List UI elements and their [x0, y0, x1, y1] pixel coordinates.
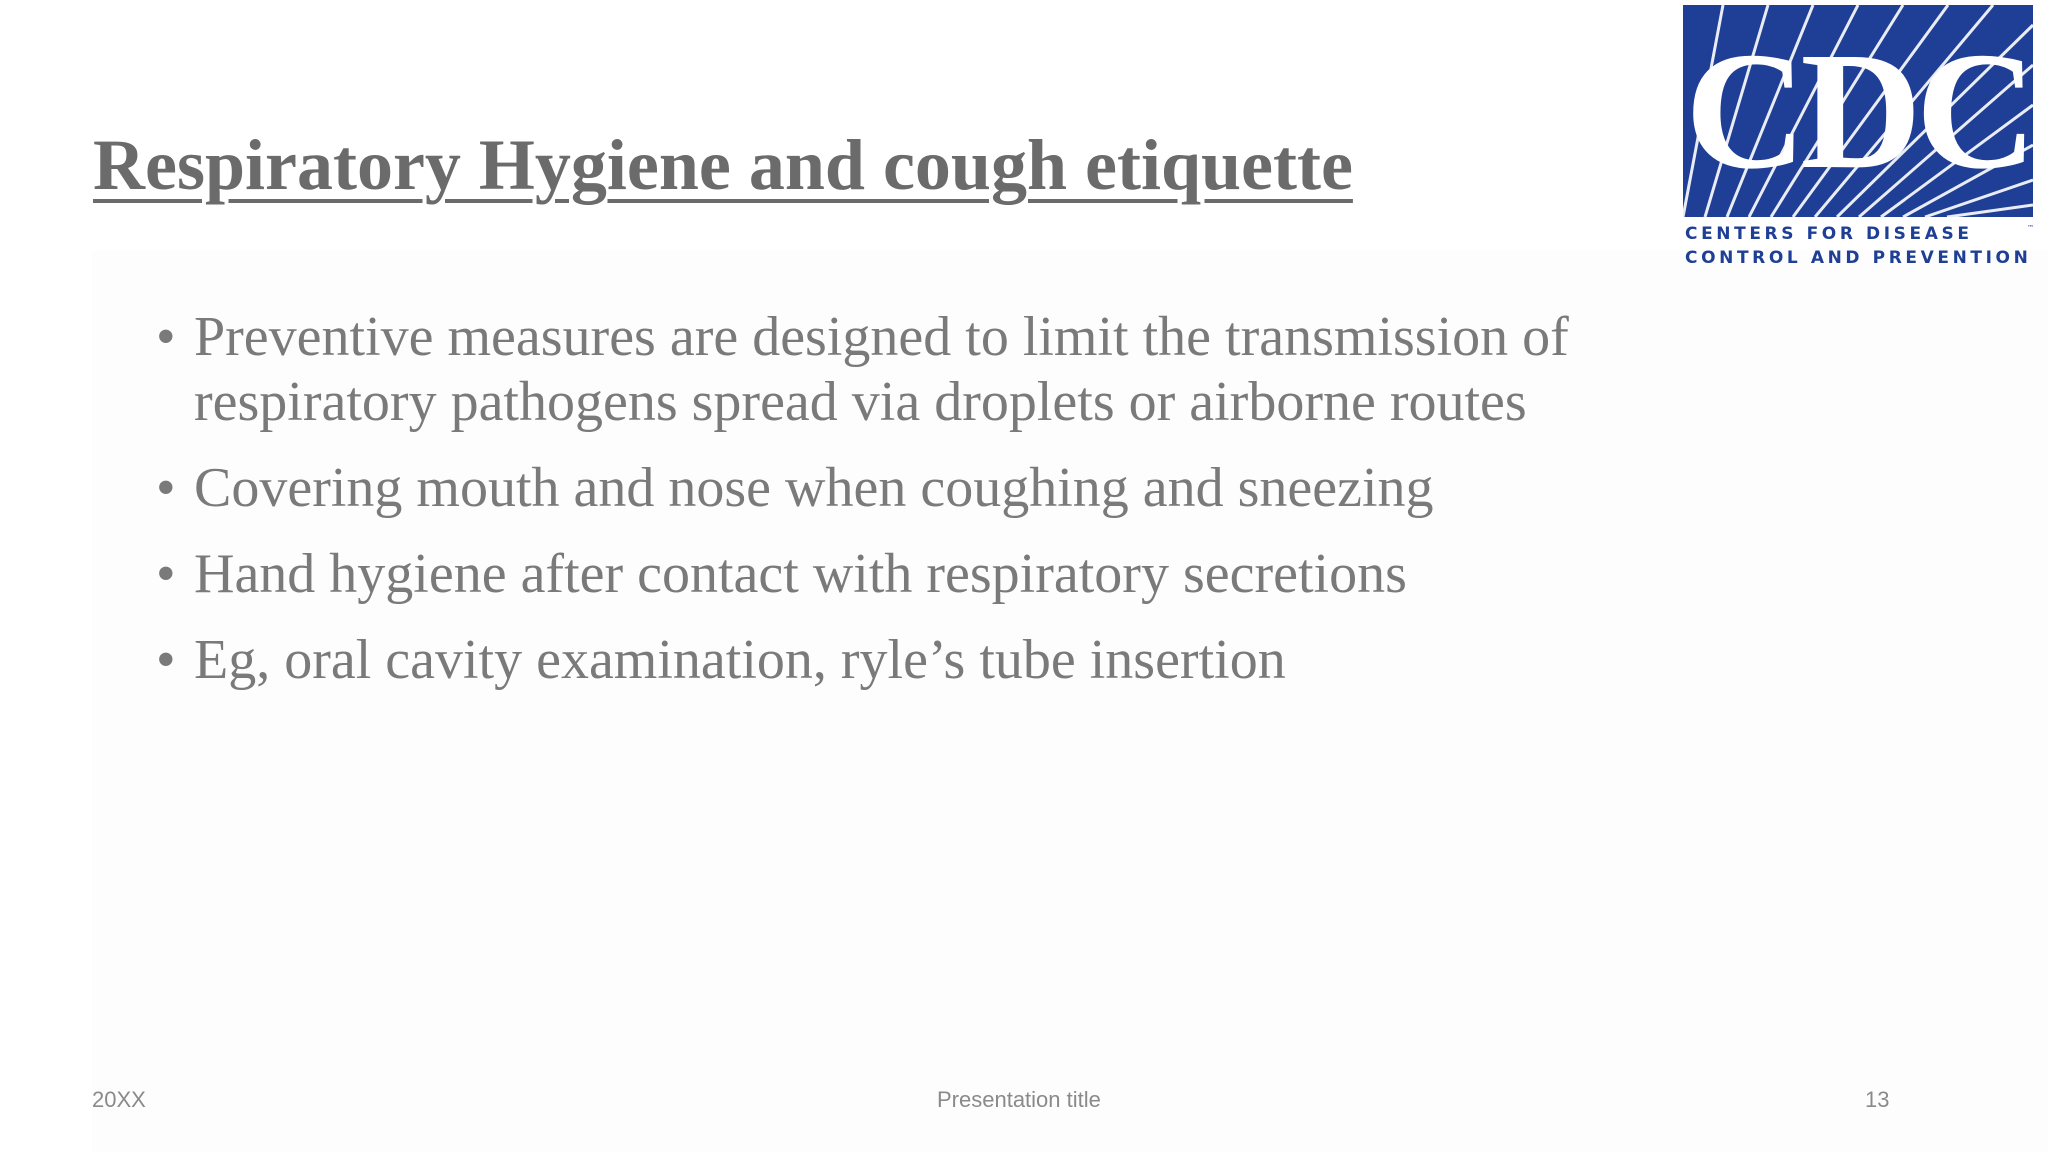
- logo-letters: CDC: [1685, 18, 2031, 204]
- trademark-icon: ™: [2027, 224, 2034, 232]
- footer-presentation-title[interactable]: Presentation title: [937, 1087, 1101, 1112]
- slide-title[interactable]: Respiratory Hygiene and cough etiquette: [93, 125, 1353, 205]
- bullet-dot-icon: •: [156, 306, 176, 368]
- bullet-item[interactable]: [148, 456, 1708, 521]
- logo-tagline-line1: CENTERS FOR DISEASE: [1685, 224, 1973, 244]
- bullet-dot-icon: •: [156, 629, 176, 691]
- bullet-text: Eg, oral cavity examination, ryle’s tube insertion: [194, 629, 1286, 691]
- bullet-dot-icon: •: [156, 457, 176, 519]
- bullet-text: Hand hygiene after contact with respiratory secretions: [194, 543, 1407, 605]
- bullet-dot-icon: •: [156, 543, 176, 605]
- footer-page-number[interactable]: 13: [1865, 1087, 1890, 1112]
- bullet-list[interactable]: [148, 305, 1708, 714]
- logo-tagline-line2: CONTROL AND PREVENTION: [1685, 248, 2032, 268]
- bullet-item[interactable]: [148, 628, 1708, 693]
- bullet-item[interactable]: [148, 305, 1708, 435]
- bullet-item[interactable]: [148, 542, 1708, 607]
- cdc-logo-emblem: [1683, 5, 2033, 217]
- footer-date[interactable]: 20XX: [92, 1087, 146, 1112]
- cdc-logo: [1683, 5, 2033, 270]
- bullet-text: Preventive measures are designed to limit the transmission of respiratory pathogens spread via droplets or airborne routes: [194, 306, 1569, 433]
- bullet-text: Covering mouth and nose when coughing and sneezing: [194, 457, 1434, 519]
